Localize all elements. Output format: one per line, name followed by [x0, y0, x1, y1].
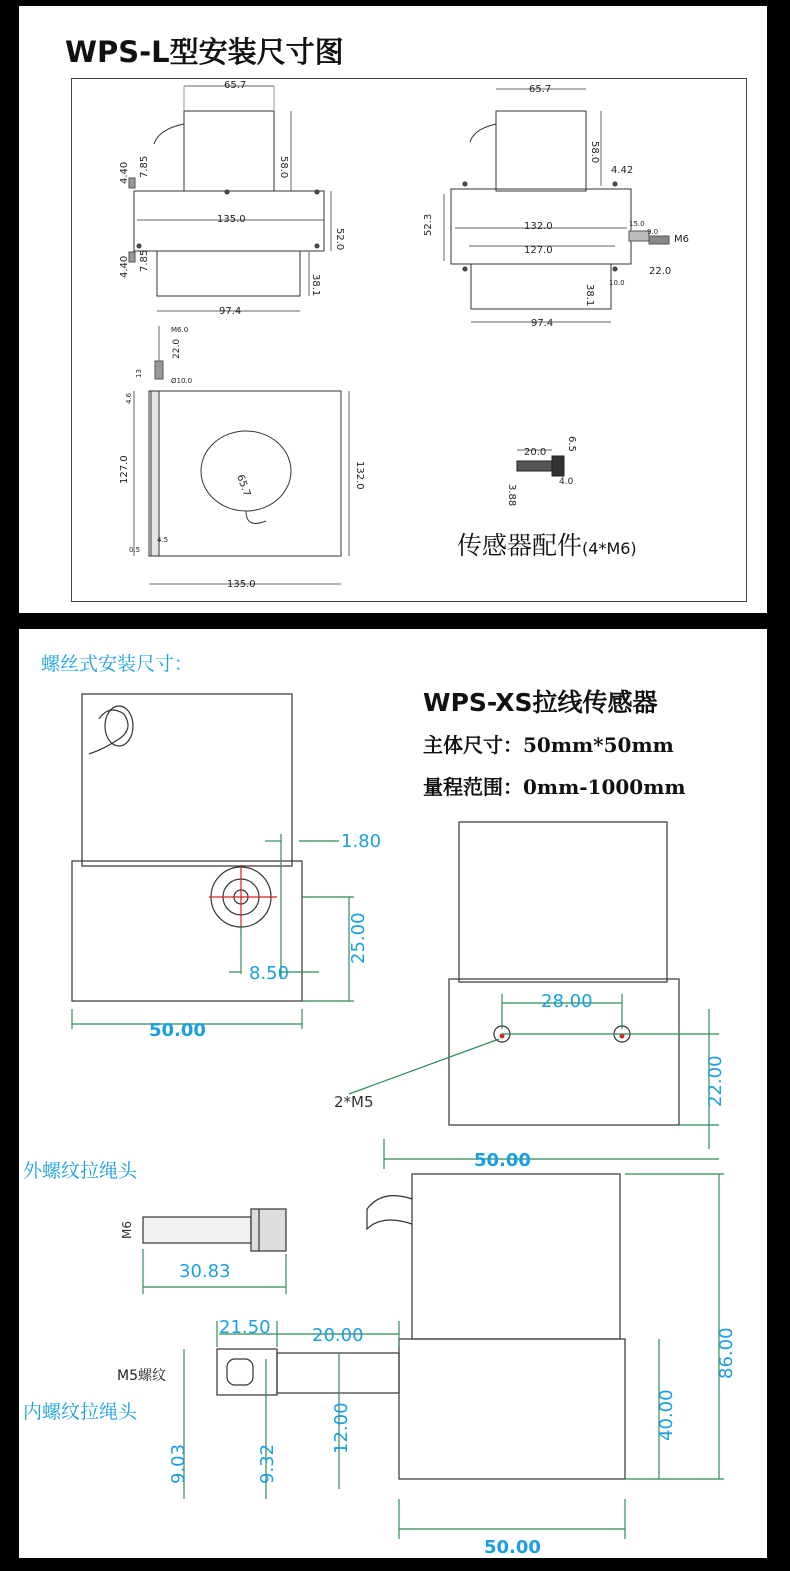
dim-bottom-a: 97.4: [219, 306, 242, 317]
dim-v127: 127.0: [119, 455, 130, 484]
dim-top-height-b: 58.0: [589, 141, 600, 164]
dim-acc65: 6.5: [566, 436, 577, 452]
dim-d903: 9.03: [168, 1443, 189, 1484]
dim-top-width-a: 65.7: [224, 80, 247, 91]
panel-title: WPS-L型安装尺寸图: [65, 35, 344, 69]
side-view: [134, 326, 349, 584]
dim-mid-width-c: 127.0: [524, 245, 553, 256]
wps-l-panel: [19, 6, 767, 613]
dim-v46: 4.6: [125, 392, 133, 404]
dim-d8600: 86.00: [716, 1327, 737, 1379]
dim-d2200: 22.00: [705, 1055, 726, 1107]
wps-xs-panel: [19, 629, 767, 1558]
dim-d4000: 40.00: [656, 1389, 677, 1441]
dim-v05: 0.5: [129, 546, 141, 554]
dim-d180: 1.80: [341, 831, 382, 852]
dim-d2000: 20.00: [312, 1325, 364, 1346]
dim-low-b: 38.1: [584, 284, 595, 307]
dim-r15: 15.0: [629, 220, 645, 228]
dim-mid-width-b: 132.0: [524, 221, 553, 232]
dim-right-b: 4.42: [611, 165, 634, 176]
dim-acc388: 3.88: [506, 484, 517, 507]
dim-d932: 9.32: [257, 1443, 278, 1484]
dim-side-a: 52.0: [334, 228, 345, 251]
dim-r22: 22.0: [649, 266, 672, 277]
dim-d657: 65.7: [234, 473, 253, 498]
dim-d2150: 21.50: [219, 1317, 271, 1338]
accessory-label: 传感器配件: [457, 531, 583, 560]
dim-low-a: 38.1: [310, 274, 321, 297]
wps-l-drawing: [19, 6, 767, 613]
dim-v13: 13: [135, 369, 143, 378]
dim-m5x2: 2*M5: [334, 1093, 374, 1111]
dim-top-width-b: 65.7: [529, 84, 552, 95]
accessory-note: [457, 526, 637, 562]
dim-acc40: 4.0: [559, 477, 574, 487]
dim-left-b: 7.85: [139, 155, 150, 178]
measure-range: 量程范围：0mm-1000mm: [423, 775, 686, 799]
internal-thread-head-label: 内螺纹拉绳头: [23, 1401, 138, 1423]
dim-bottom-b: 97.4: [531, 318, 554, 329]
dim-w135: 135.0: [227, 579, 256, 590]
dim-m6: M6: [120, 1221, 134, 1239]
xs-mount-view: [349, 822, 719, 1169]
dim-d5000a: 50.00: [149, 1020, 206, 1041]
body-size: 主体尺寸：50mm*50mm: [423, 733, 674, 757]
dim-left-c: 4.40: [119, 255, 130, 278]
dim-left-a: 4.40: [119, 161, 130, 184]
dim-m6: M6: [674, 234, 689, 245]
screw-mount-heading: 螺丝式安装尺寸：: [41, 653, 194, 675]
model-title: WPS-XS拉线传感器: [423, 688, 658, 717]
dim-d5000c: 50.00: [484, 1537, 541, 1558]
dim-top-height-a: 58.0: [278, 156, 289, 179]
dim-v132: 132.0: [354, 461, 365, 490]
m5-thread-label: M5螺纹: [117, 1368, 166, 1384]
dim-v22: 22.0: [172, 338, 182, 359]
accessory-spec: (4*M6): [582, 539, 637, 558]
dim-mid-width-a: 135.0: [217, 214, 246, 225]
dim-d850: 8.50: [249, 963, 290, 984]
dim-d5000b: 50.00: [474, 1150, 531, 1171]
dim-v45: 4.5: [157, 536, 169, 544]
dim-d2500: 25.00: [348, 912, 369, 964]
dim-d3083: 30.83: [179, 1261, 231, 1282]
wps-xs-drawing: [19, 629, 767, 1558]
dim-side-b: 52.3: [423, 213, 434, 236]
dim-left-d: 7.85: [139, 249, 150, 272]
dim-acc20: 20.0: [524, 447, 547, 458]
dim-m6c: M6.0: [171, 326, 189, 334]
front-view-left: [129, 86, 331, 311]
dim-dia10: Ø10.0: [171, 377, 193, 385]
front-view-right: [444, 89, 672, 322]
xs-front-view: [72, 694, 354, 1029]
external-thread-head-label: 外螺纹拉绳头: [23, 1160, 138, 1182]
dim-d2800: 28.00: [541, 991, 593, 1012]
dim-r10: 10.0: [609, 279, 625, 287]
dim-r9: 9.0: [647, 228, 659, 236]
dim-d1200: 12.00: [331, 1402, 352, 1454]
